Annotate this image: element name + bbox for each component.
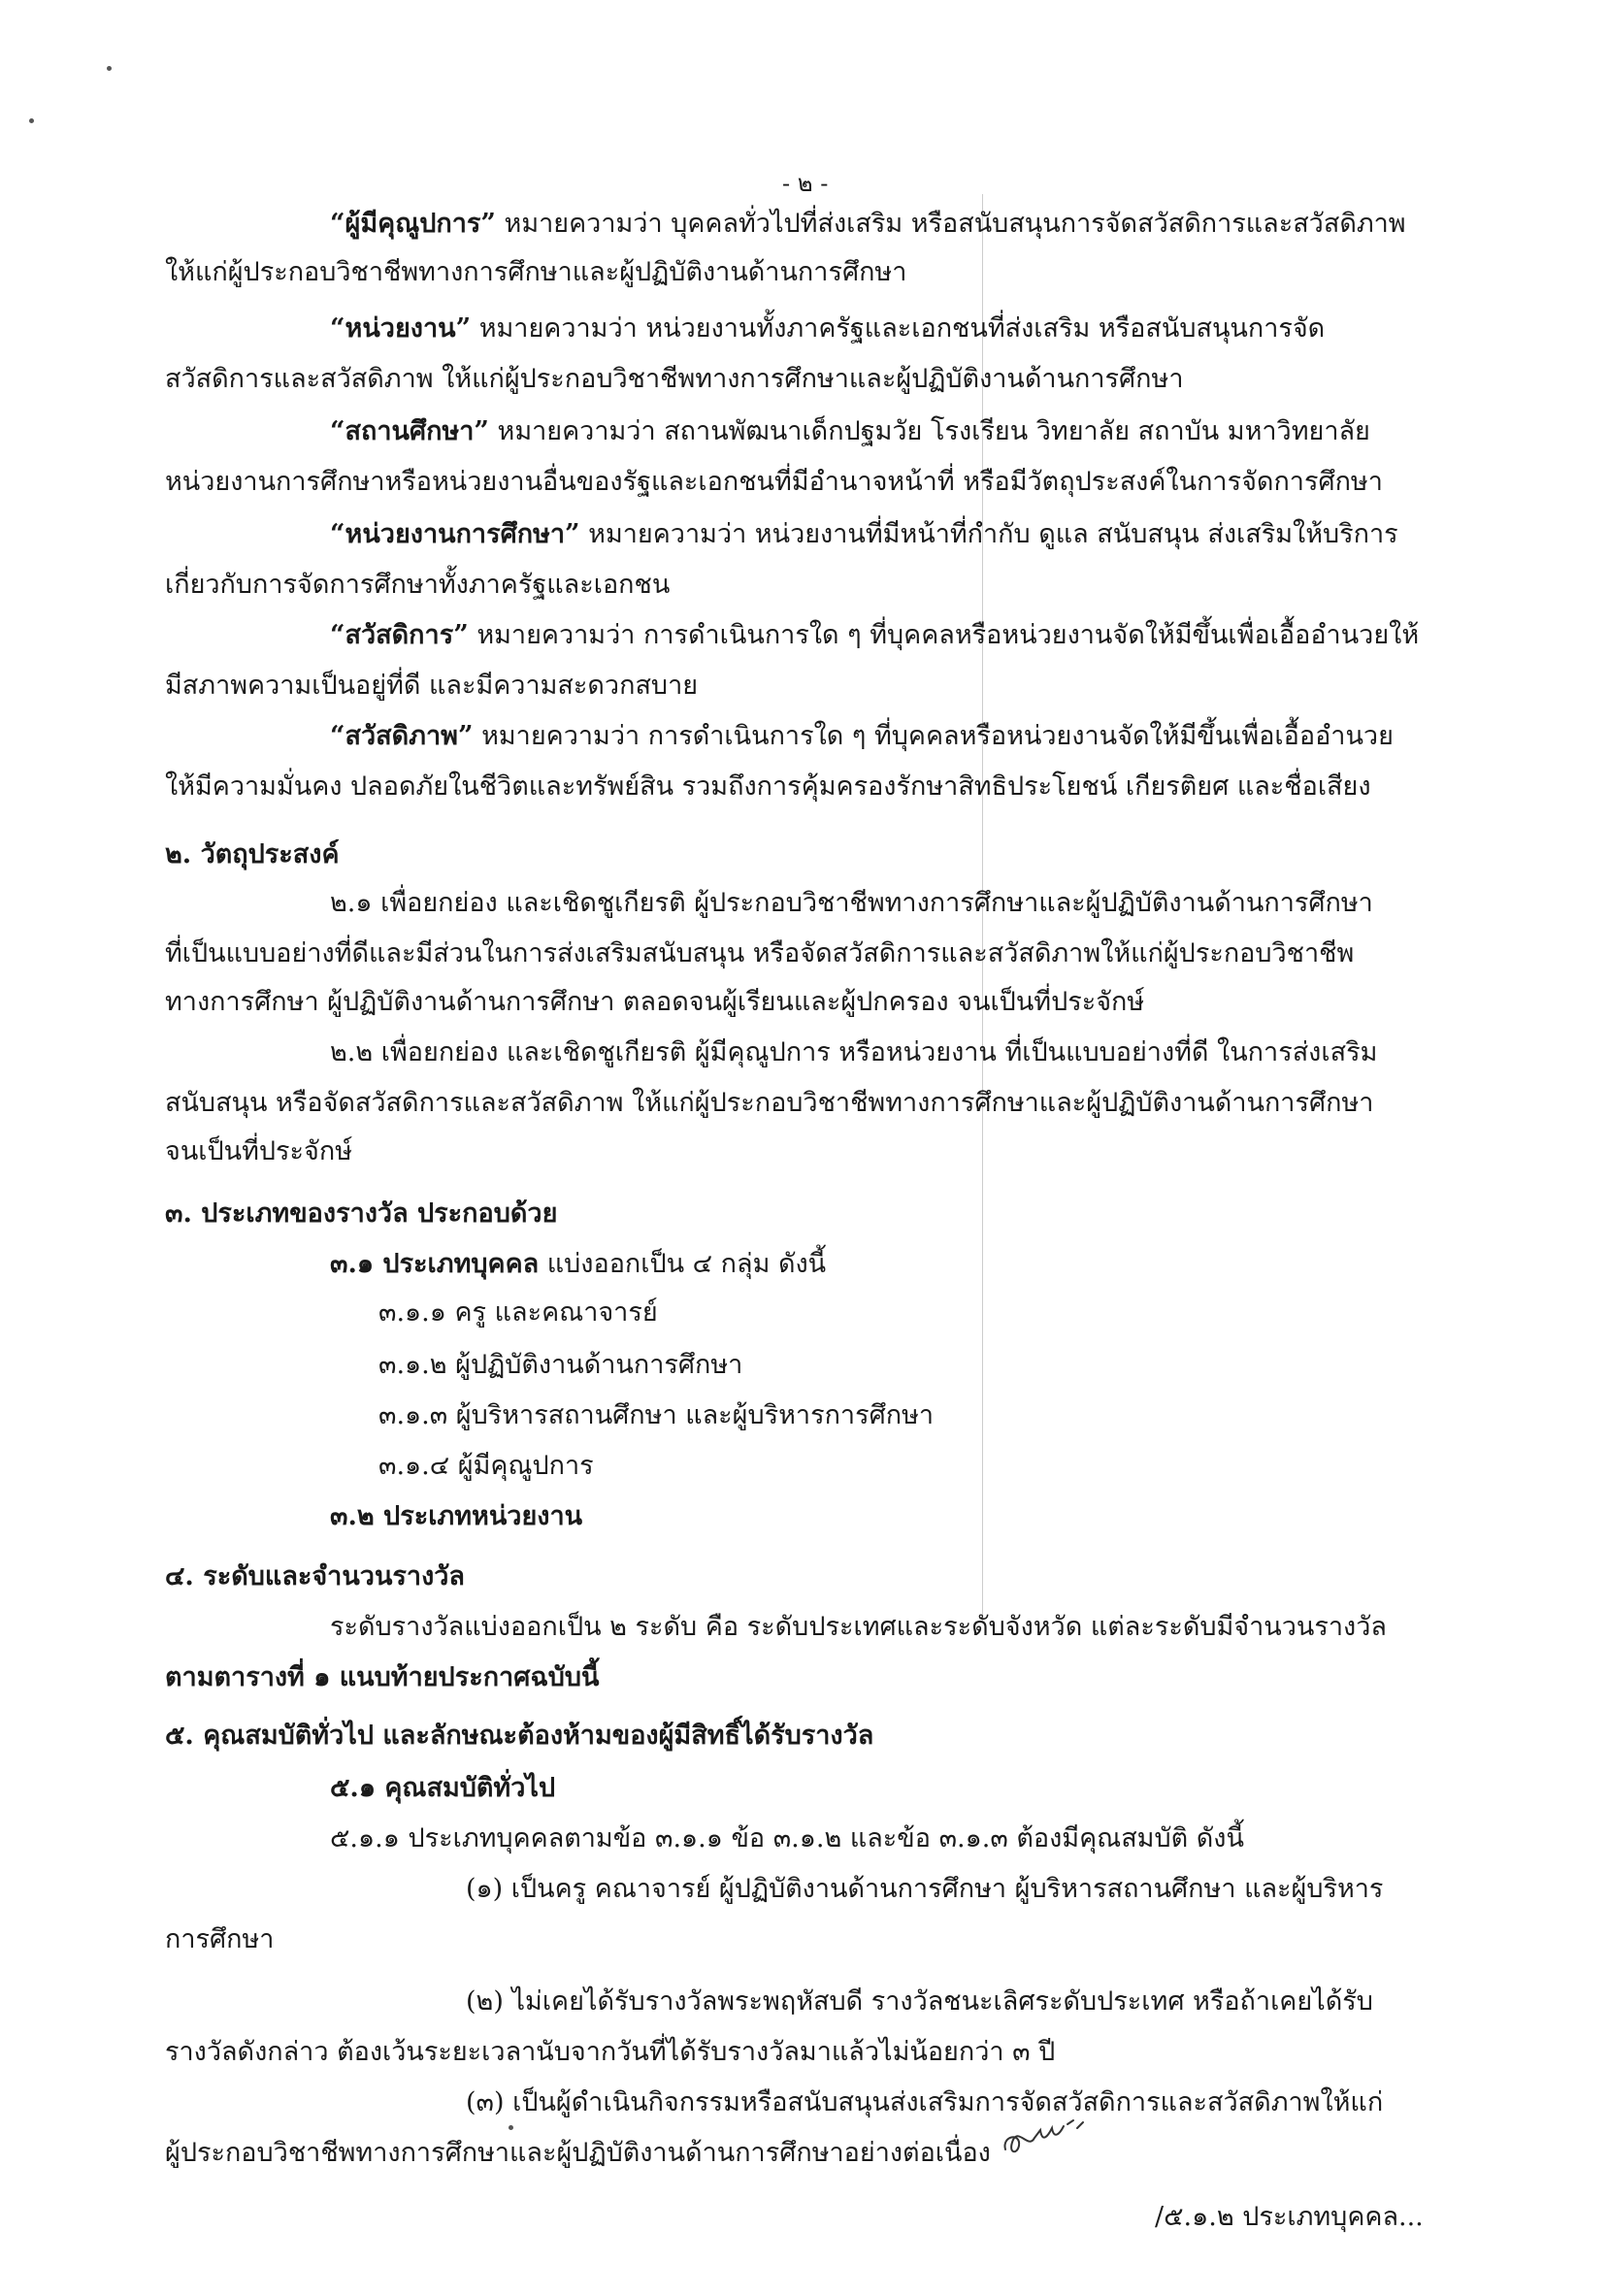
paragraph-line: สนับสนุน หรือจัดสวัสดิการและสวัสดิภาพ ให้แก่ผู้ประกอบวิชาชีพทางการศึกษาและผู้ปฏิบัติงานด้านการศึกษา <box>165 1088 1374 1118</box>
continuation-note: /๕.๑.๒ ประเภทบุคคล... <box>1155 2202 1424 2232</box>
definition-line: “สถานศึกษา” หมายความว่า สถานพัฒนาเด็กปฐมวัย โรงเรียน วิทยาลัย สถาบัน มหาวิทยาลัย <box>330 416 1370 446</box>
definition-term: “หน่วยงาน” <box>330 313 472 344</box>
paragraph-line: ตามตารางที่ ๑ แนบท้ายประกาศฉบับนี้ <box>165 1662 600 1692</box>
paragraph-line: รางวัลดังกล่าว ต้องเว้นระยะเวลานับจากวันที่ได้รับรางวัลมาแล้วไม่น้อยกว่า ๓ ปี <box>165 2037 1056 2067</box>
list-item: ๓.๑.๒ ผู้ปฏิบัติงานด้านการศึกษา <box>378 1350 743 1380</box>
definition-line: “สวัสดิการ” หมายความว่า การดำเนินการใด ๆ ที่บุคคลหรือหน่วยงานจัดให้มีขึ้นเพื่อเอื้ออำนวยให้ <box>330 620 1420 650</box>
list-item: ๓.๑.๑ ครู และคณาจารย์ <box>378 1297 658 1328</box>
paragraph-line: ๕.๑.๑ ประเภทบุคคลตามข้อ ๓.๑.๑ ข้อ ๓.๑.๒ และข้อ ๓.๑.๓ ต้องมีคุณสมบัติ ดังนี้ <box>330 1823 1244 1853</box>
section-heading: ๕. คุณสมบัติทั่วไป และลักษณะต้องห้ามของผู้มีสิทธิ์ได้รับรางวัล <box>165 1721 874 1751</box>
section-heading: ๒. วัตถุประสงค์ <box>165 839 340 869</box>
definition-line: สวัสดิการและสวัสดิภาพ ให้แก่ผู้ประกอบวิชาชีพทางการศึกษาและผู้ปฏิบัติงานด้านการศึกษา <box>165 364 1184 394</box>
definition-line: “สวัสดิภาพ” หมายความว่า การดำเนินการใด ๆ ที่บุคคลหรือหน่วยงานจัดให้มีขึ้นเพื่อเอื้ออำนวย <box>330 721 1394 751</box>
paragraph-line: ผู้ประกอบวิชาชีพทางการศึกษาและผู้ปฏิบัติงานด้านการศึกษาอย่างต่อเนื่อง <box>165 2138 991 2168</box>
definition-term: “สวัสดิภาพ” <box>330 721 474 751</box>
paragraph-line: (๒) ไม่เคยได้รับรางวัลพระพฤหัสบดี รางวัลชนะเลิศระดับประเทศ หรือถ้าเคยได้รับ <box>466 1986 1373 2017</box>
paragraph-line: ระดับรางวัลแบ่งออกเป็น ๒ ระดับ คือ ระดับประเทศและระดับจังหวัด แต่ละระดับมีจำนวนรางวัล <box>330 1612 1387 1642</box>
definition-line: “หน่วยงาน” หมายความว่า หน่วยงานทั้งภาครัฐและเอกชนที่ส่งเสริม หรือสนับสนุนการจัด <box>330 313 1326 344</box>
list-item: ๓.๑.๓ ผู้บริหารสถานศึกษา และผู้บริหารการศึกษา <box>378 1400 935 1430</box>
definition-line: ให้มีความมั่นคง ปลอดภัยในชีวิตและทรัพย์สิน รวมถึงการคุ้มครองรักษาสิทธิประโยชน์ เกียรติยศ และชื่อเสียง <box>165 771 1371 802</box>
definition-line: เกี่ยวกับการจัดการศึกษาทั้งภาครัฐและเอกชน <box>165 570 671 600</box>
definition-line: ให้แก่ผู้ประกอบวิชาชีพทางการศึกษาและผู้ปฏิบัติงานด้านการศึกษา <box>165 257 907 287</box>
definition-line: มีสภาพความเป็นอยู่ที่ดี และมีความสะดวกสบาย <box>165 671 699 701</box>
section-heading: ๓. ประเภทของรางวัล ประกอบด้วย <box>165 1198 558 1229</box>
paragraph-line: จนเป็นที่ประจักษ์ <box>165 1136 353 1166</box>
definition-line: หน่วยงานการศึกษาหรือหน่วยงานอื่นของรัฐและเอกชนที่มีอำนาจหน้าที่ หรือมีวัตถุประสงค์ในการจัดการศึกษา <box>165 467 1383 497</box>
subsection-line: ๓.๒ ประเภทหน่วยงาน <box>330 1501 583 1531</box>
list-item: ๓.๑.๔ ผู้มีคุณูปการ <box>378 1451 594 1481</box>
scan-speck <box>29 118 34 123</box>
initials-signature <box>1000 2111 1106 2159</box>
section-heading: ๔. ระดับและจำนวนรางวัล <box>165 1561 465 1591</box>
definition-line: “หน่วยงานการศึกษา” หมายความว่า หน่วยงานที่มีหน้าที่กำกับ ดูแล สนับสนุน ส่งเสริมให้บริการ <box>330 519 1398 549</box>
paragraph-line: ที่เป็นแบบอย่างที่ดีและมีส่วนในการส่งเสริมสนับสนุน หรือจัดสวัสดิการและสวัสดิภาพให้แก่ผู้ประกอบวิชาชีพ <box>165 938 1355 968</box>
definition-term: “สวัสดิการ” <box>330 620 469 650</box>
definition-term: “ผู้มีคุณูปการ” <box>330 209 496 239</box>
scan-speck <box>509 2125 513 2130</box>
definition-term: “หน่วยงานการศึกษา” <box>330 519 580 549</box>
paragraph-line: (๑) เป็นครู คณาจารย์ ผู้ปฏิบัติงานด้านการศึกษา ผู้บริหารสถานศึกษา และผู้บริหาร <box>466 1874 1384 1904</box>
paragraph-line: (๓) เป็นผู้ดำเนินกิจกรรมหรือสนับสนุนส่งเสริมการจัดสวัสดิการและสวัสดิภาพให้แก่ <box>466 2087 1384 2117</box>
subsection-line: ๓.๑ ประเภทบุคคล แบ่งออกเป็น ๔ กลุ่ม ดังนี้ <box>330 1249 827 1279</box>
subsection-line: ๕.๑ คุณสมบัติทั่วไป <box>330 1773 556 1803</box>
paragraph-line: การศึกษา <box>165 1924 275 1954</box>
page-number: - ๒ - <box>782 170 829 197</box>
paragraph-line: ๒.๒ เพื่อยกย่อง และเชิดชูเกียรติ ผู้มีคุณูปการ หรือหน่วยงาน ที่เป็นแบบอย่างที่ดี ในการส่งเสริม <box>330 1037 1378 1067</box>
definition-line: “ผู้มีคุณูปการ” หมายความว่า บุคคลทั่วไปที่ส่งเสริม หรือสนับสนุนการจัดสวัสดิการและสวัสดิภาพ <box>330 209 1406 239</box>
paragraph-line: ทางการศึกษา ผู้ปฏิบัติงานด้านการศึกษา ตลอดจนผู้เรียนและผู้ปกครอง จนเป็นที่ประจักษ์ <box>165 987 1145 1017</box>
paragraph-line: ๒.๑ เพื่อยกย่อง และเชิดชูเกียรติ ผู้ประกอบวิชาชีพทางการศึกษาและผู้ปฏิบัติงานด้านการศึกษา <box>330 888 1373 918</box>
definition-term: “สถานศึกษา” <box>330 416 489 446</box>
scan-speck <box>107 66 112 71</box>
